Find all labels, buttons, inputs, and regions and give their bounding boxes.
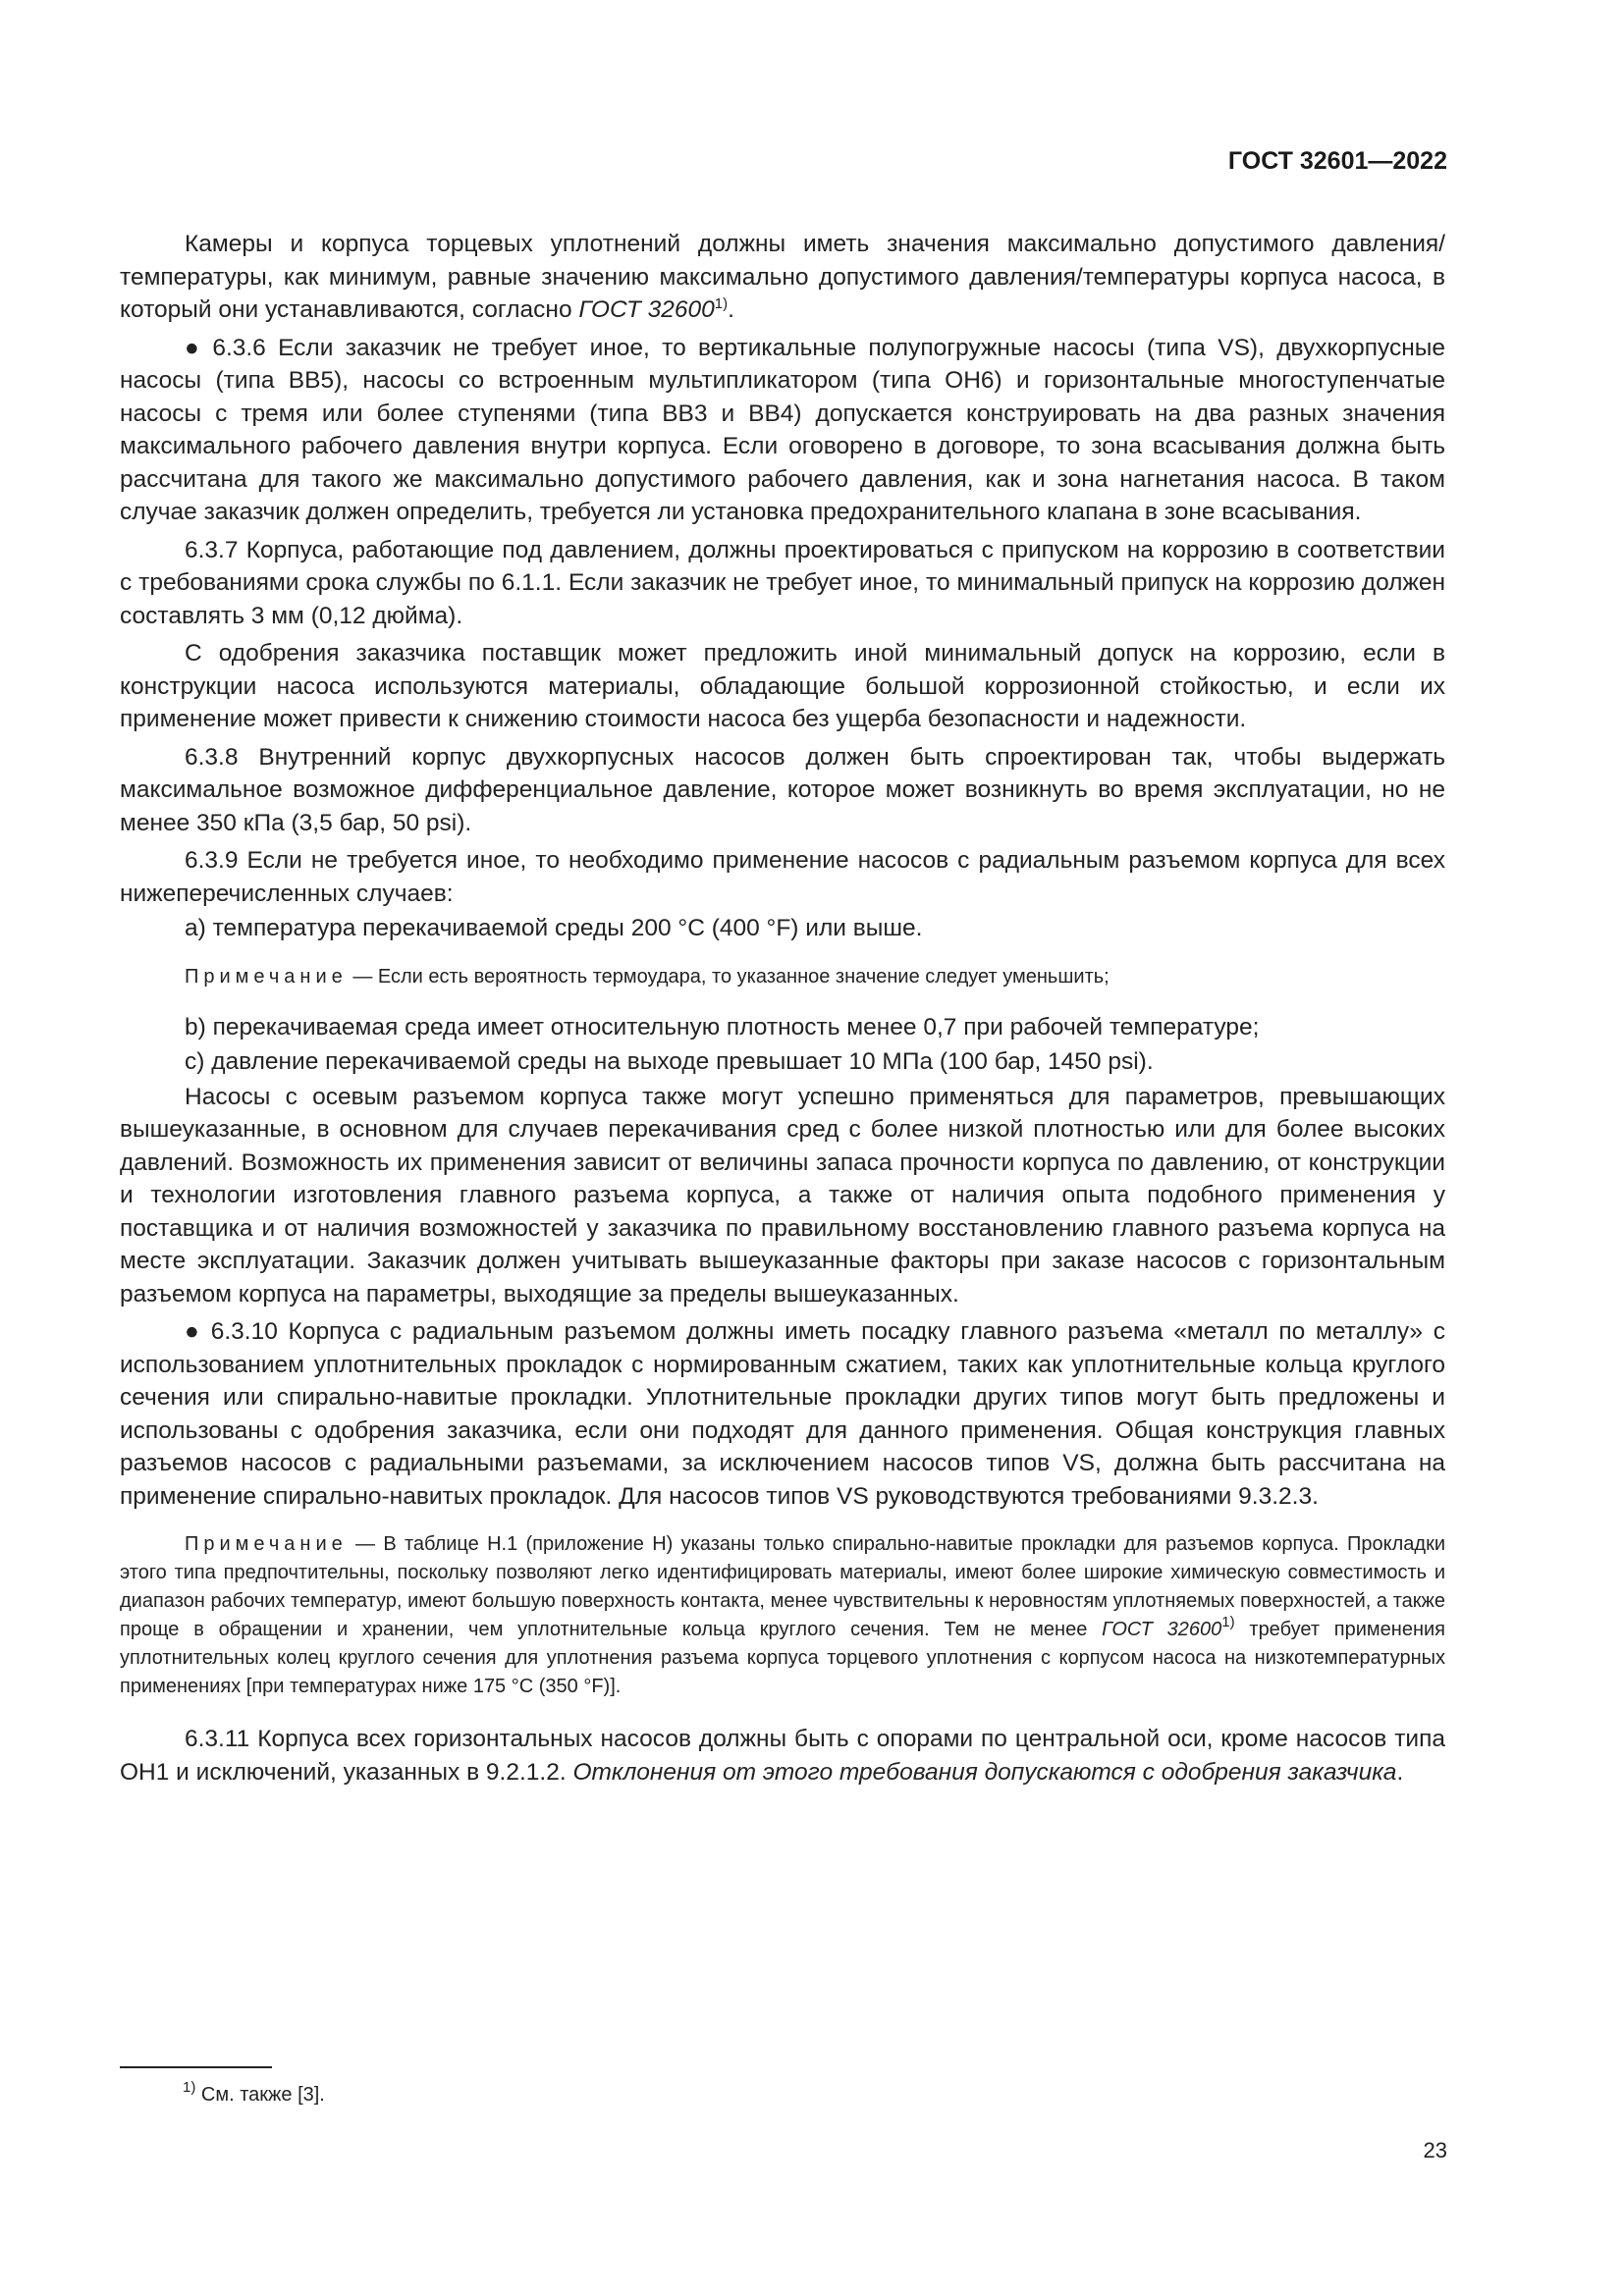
footnote-divider [120,2066,272,2068]
note-thermal-shock: Примечание — Если есть вероятность термоудара, то указанное значение следует уменьшить; [185,965,1110,988]
bullet-icon: ● [185,1318,203,1345]
document-body [120,228,1445,1793]
footnote-marker: 1) [714,295,729,312]
bullet-icon: ● [185,334,205,361]
paragraph-seal-chambers: Камеры и корпуса торцевых уплотнений должны иметь значения максимально допустимого давления/температуры, как минимум, равные значению максимально допустимого давления/температуры корпуса насоса, в который они устанавливаются, согласно ГОСТ 32600$^{1)}$. [120,231,1445,323]
document-header: ГОСТ 32601—2022 [1227,147,1447,175]
note-label: Примечание [185,965,348,988]
standard-reference: ГОСТ 32600 [1102,1619,1222,1640]
paragraph-6-3-10: ● 6.3.10 Корпуса с радиальным разъемом должны иметь посадку главного разъема «металл по металлу» с использованием уплотнительных прокладок с нормированным сжатием, таких как уплотнительные кольца круглого сечения или спирально-навитые прокладки. Уплотнительные прокладки других типов могут быть предложены и использованы с одобрения заказчика, если они подходят для данного применения. Общая конструкция главных разъемов насосов с радиальными разъемами, за исключением насосов типов VS, должна быть рассчитана на применение спирально-навитых прокладок. Для насосов типов VS руководствуются требованиями 9.3.2.3. [120,1318,1445,1510]
footnote: $^{1)}$ См. также [3]. [183,2079,325,2106]
list-item-c: c) давление перекачиваемой среды на выходе превышает 10 МПа (100 бар, 1450 psi). [185,1048,1154,1075]
paragraph-6-3-8: 6.3.8 Внутренний корпус двухкорпусных насосов должен быть спроектирован так, чтобы выдержать максимальное возможное дифференциальное давление, которое может возникнуть во время эксплуатации, но не менее 350 кПа (3,5 бар, 50 psi). [120,743,1445,836]
note-label: Примечание [185,1533,348,1555]
paragraph-axial-split: Насосы с осевым разъемом корпуса также могут успешно применяться для параметров, превышающих вышеуказанные, в основном для случаев перекачивания сред с более низкой плотностью или для более высоких давлений. Возможность их применения зависит от величины запаса прочности корпуса по давлению, от конструкции и технологии изготовления главного разъема корпуса, а также от наличия опыта подобного применения у поставщика и от наличия возможностей у заказчика по правильному восстановлению главного разъема корпуса на месте эксплуатации. Заказчик должен учитывать вышеуказанные факторы при заказе насосов с горизонтальным разъемом корпуса на параметры, выходящие за пределы вышеуказанных. [120,1083,1445,1308]
footnote-marker: 1) [1221,1614,1235,1630]
standard-reference: ГОСТ 32600 [578,296,715,323]
list-item-b: b) перекачиваемая среда имеет относительную плотность менее 0,7 при рабочей температуре; [185,1013,1260,1041]
paragraph-6-3-11: 6.3.11 Корпуса всех горизонтальных насосов должны быть с опорами по центральной оси, кроме насосов типа ОН1 и исключений, указанных в 9.2.1.2. Отклонения от этого требования допускаются с одобрения заказчика. [120,1726,1445,1786]
page-number: 23 [1423,2138,1447,2163]
paragraph-6-3-7: 6.3.7 Корпуса, работающие под давлением, должны проектироваться с припуском на коррозию в соответствии с требованиями срока службы по 6.1.1. Если заказчик не требует иное, то минимальный припуск на коррозию должен составлять 3 мм (0,12 дюйма). [120,536,1445,629]
note-spiral-gaskets: Примечание — В таблице Н.1 (приложение Н) указаны только спирально-навитые прокладки для разъемов корпуса. Прокладки этого типа предпочтительны, поскольку позволяют легко идентифицировать материалы, имеют более широкие химическую совместимость и диапазон рабочих температур, имеют большую поверхность контакта, менее чувствительны к неровностям уплотняемых поверхностей, а также проще в обращении и хранении, чем уплотнительные кольца круглого сечения. Тем не менее ГОСТ 32600$^{1)}$ требует применения уплотнительных колец круглого сечения для уплотнения разъема корпуса торцевого уплотнения с корпусом насоса на низкотемпературных применениях [при температурах ниже 175 °С (350 °F)]. [120,1533,1445,1697]
footnote-marker: 1) [183,2079,196,2096]
paragraph-6-3-6: ● 6.3.6 Если заказчик не требует иное, то вертикальные полупогружные насосы (типа VS), двухкорпусные насосы (типа BB5), насосы со встроенным мультипликатором (типа OH6) и горизонтальные многоступенчатые насосы с тремя или более ступенями (типа BB3 и BB4) допускается конструировать на два разных значения максимального рабочего давления внутри корпуса. Если оговорено в договоре, то зона всасывания должна быть рассчитана для такого же максимально допустимого рабочего давления, как и зона нагнетания насоса. В таком случае заказчик должен определить, требуется ли установка предохранительного клапана в зоне всасывания. [120,334,1445,525]
paragraph-6-3-9: 6.3.9 Если не требуется иное, то необходимо применение насосов с радиальным разъемом корпуса для всех нижеперечисленных случаев: [120,847,1445,907]
paragraph-corrosion-allowance: С одобрения заказчика поставщик может предложить иной минимальный допуск на коррозию, если в конструкции насоса используются материалы, обладающие большой коррозионной стойкостью, и если их применение может привести к снижению стоимости насоса без ущерба безопасности и надежности. [120,640,1445,732]
list-item-a: a) температура перекачиваемой среды 200 °С (400 °F) или выше. [185,915,923,941]
